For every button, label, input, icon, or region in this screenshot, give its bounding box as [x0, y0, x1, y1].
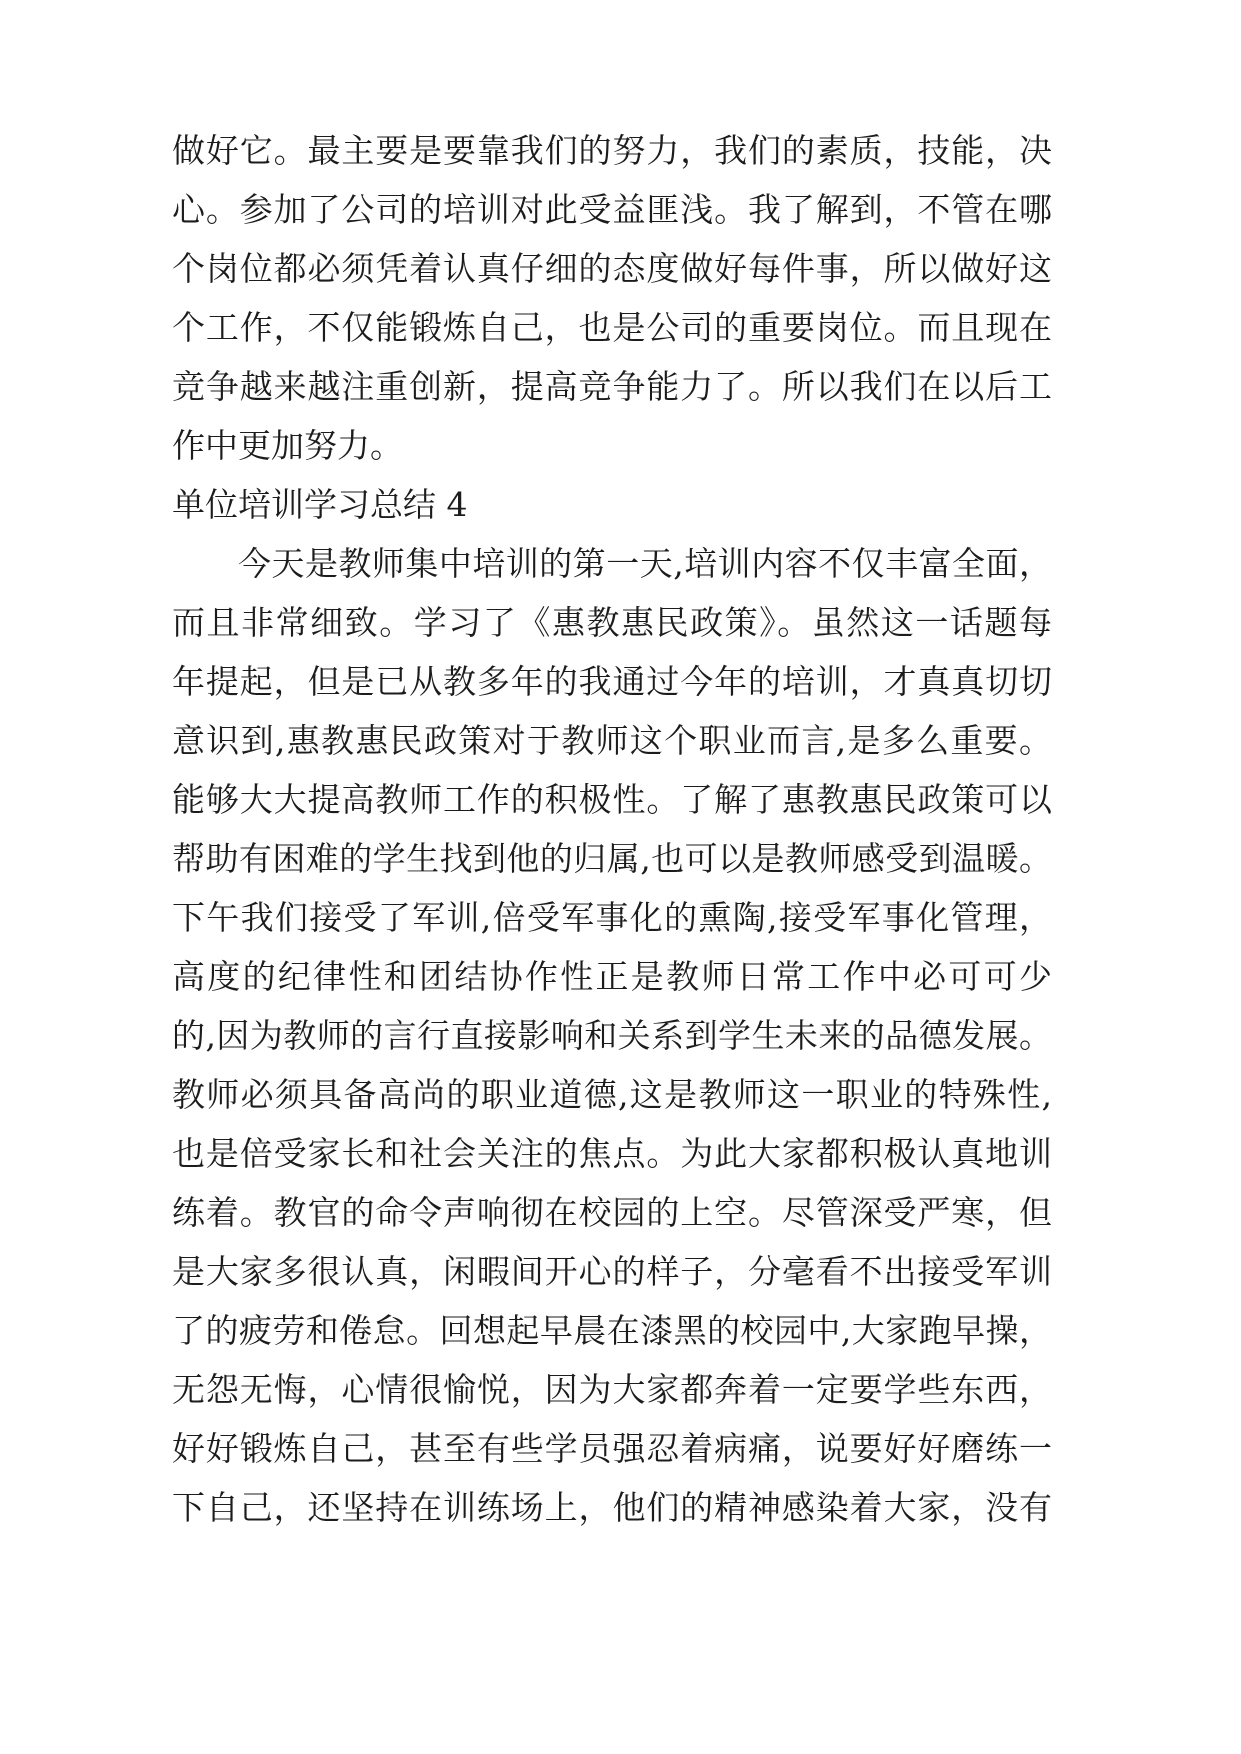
paragraph-line: 了的疲劳和倦怠。回想起早晨在漆黑的校园中,大家跑早操， [172, 1311, 1052, 1350]
paragraph-line: 下午我们接受了军训,倍受军事化的熏陶,接受军事化管理， [172, 898, 1052, 937]
paragraph-line: 下自己，还坚持在训练场上，他们的精神感染着大家，没有 [172, 1488, 1052, 1527]
paragraph-line: 也是倍受家长和社会关注的焦点。为此大家都积极认真地训 [172, 1134, 1052, 1173]
paragraph-line: 无怨无悔，心情很愉悦，因为大家都奔着一定要学些东西， [172, 1370, 1052, 1409]
section-heading: 单位培训学习总结 4 [172, 485, 468, 524]
paragraph-line: 高度的纪律性和团结协作性正是教师日常工作中必可可少 [172, 957, 1052, 996]
paragraph-line: 心。参加了公司的培训对此受益匪浅。我了解到，不管在哪 [172, 190, 1052, 229]
paragraph-line: 是大家多很认真，闲暇间开心的样子，分毫看不出接受军训 [172, 1252, 1052, 1291]
paragraph-line: 的,因为教师的言行直接影响和关系到学生未来的品德发展。 [172, 1016, 1052, 1055]
paragraph-line: 做好它。最主要是要靠我们的努力，我们的素质，技能，决 [172, 131, 1052, 170]
document-body [172, 121, 1052, 1537]
paragraph-line: 年提起，但是已从教多年的我通过今年的培训，才真真切切 [172, 662, 1052, 701]
paragraph-line: 教师必须具备高尚的职业道德,这是教师这一职业的特殊性, [172, 1075, 1052, 1114]
paragraph-line: 个工作，不仅能锻炼自己，也是公司的重要岗位。而且现在 [172, 308, 1052, 347]
paragraph-line: 能够大大提高教师工作的积极性。了解了惠教惠民政策可以 [172, 780, 1052, 819]
paragraph-line: 好好锻炼自己，甚至有些学员强忍着病痛，说要好好磨练一 [172, 1429, 1052, 1468]
paragraph-1 [172, 121, 1052, 475]
paragraph-line: 作中更加努力。 [172, 426, 403, 465]
paragraph-line: 而且非常细致。学习了《惠教惠民政策》。虽然这一话题每 [172, 603, 1052, 642]
paragraph-line: 个岗位都必须凭着认真仔细的态度做好每件事，所以做好这 [172, 249, 1052, 288]
paragraph-line: 意识到,惠教惠民政策对于教师这个职业而言,是多么重要。 [172, 721, 1052, 760]
paragraph-line: 竞争越来越注重创新，提高竞争能力了。所以我们在以后工 [172, 367, 1052, 406]
paragraph-line: 帮助有困难的学生找到他的归属,也可以是教师感受到温暖。 [172, 839, 1052, 878]
paragraph-line: 今天是教师集中培训的第一天,培训内容不仅丰富全面， [238, 544, 1052, 583]
paragraph-2 [172, 534, 1052, 1537]
paragraph-line: 练着。教官的命令声响彻在校园的上空。尽管深受严寒，但 [172, 1193, 1052, 1232]
